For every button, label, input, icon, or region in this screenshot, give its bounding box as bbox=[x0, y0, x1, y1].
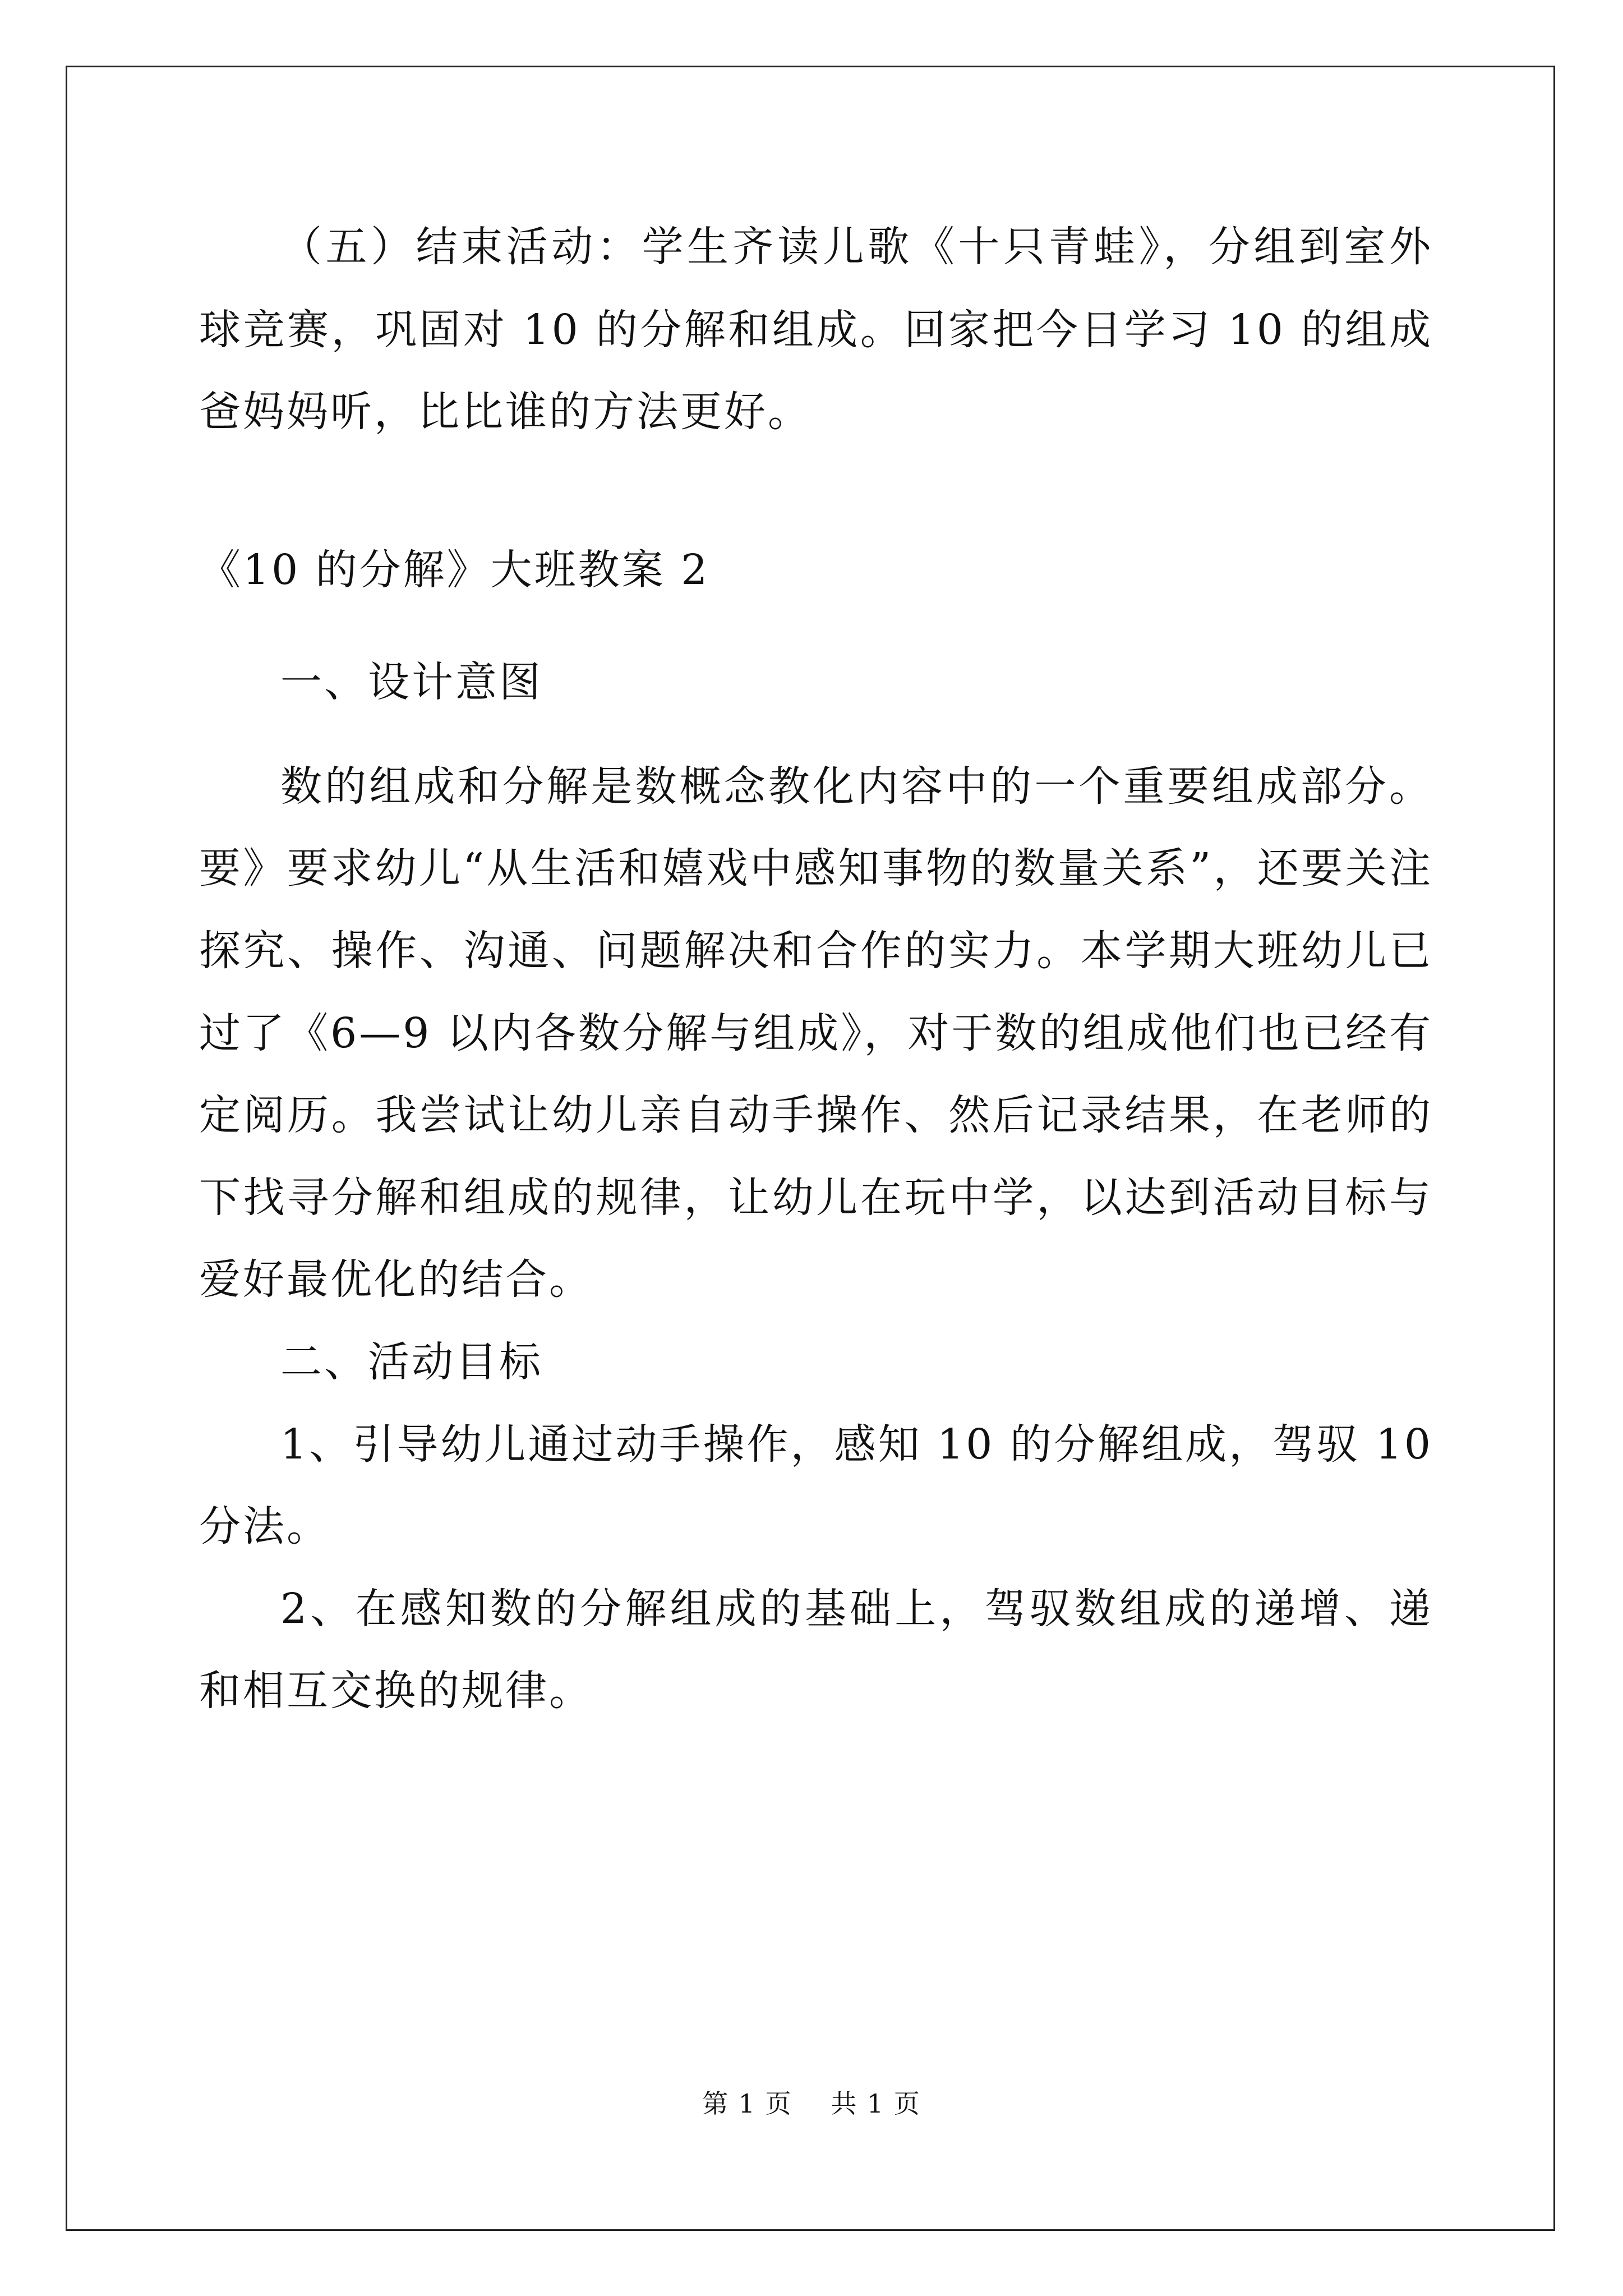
paragraph-line: （五）结束活动：学生齐读儿歌《十只青蛙》，分组到室外 bbox=[280, 223, 1433, 271]
paragraph-line: 过了《6—9 以内各数分解与组成》，对于数的组成他们也已经有 bbox=[199, 1009, 1433, 1057]
paragraph-line: 下找寻分解和组成的规律，让幼儿在玩中学，以达到活动目标与 bbox=[199, 1174, 1433, 1222]
page-number: 第 1 页 bbox=[702, 2088, 792, 2119]
section-heading: 一、设计意图 bbox=[280, 658, 543, 706]
section-title: 《10 的分解》大班教案 2 bbox=[199, 546, 710, 594]
paragraph-line: 爸妈妈听，比比谁的方法更好。 bbox=[199, 388, 811, 436]
paragraph-line: 分法。 bbox=[199, 1502, 330, 1550]
paragraph-line: 爱好最优化的结合。 bbox=[199, 1255, 593, 1304]
section-heading: 二、活动目标 bbox=[280, 1338, 543, 1386]
paragraph-line: 和相互交换的规律。 bbox=[199, 1667, 593, 1715]
paragraph-line: 要》要求幼儿“从生活和嬉戏中感知事物的数量关系”，还要关注 bbox=[199, 844, 1433, 892]
paragraph-line: 球竞赛，巩固对 10 的分解和组成。回家把今日学习 10 的组成 bbox=[199, 306, 1433, 354]
paragraph-line: 2、在感知数的分解组成的基础上，驾驭数组成的递增、递 bbox=[280, 1585, 1433, 1633]
page-footer bbox=[0, 2087, 1623, 2120]
page-total: 共 1 页 bbox=[831, 2088, 921, 2119]
paragraph-line: 数的组成和分解是数概念教化内容中的一个重要组成部分。 bbox=[280, 762, 1433, 811]
paragraph-line: 定阅历。我尝试让幼儿亲自动手操作、然后记录结果，在老师的 bbox=[199, 1091, 1433, 1139]
paragraph-line: 1、引导幼儿通过动手操作，感知 10 的分解组成，驾驭 10 bbox=[280, 1420, 1433, 1469]
paragraph-line: 探究、操作、沟通、问题解决和合作的实力。本学期大班幼儿已 bbox=[199, 927, 1433, 975]
